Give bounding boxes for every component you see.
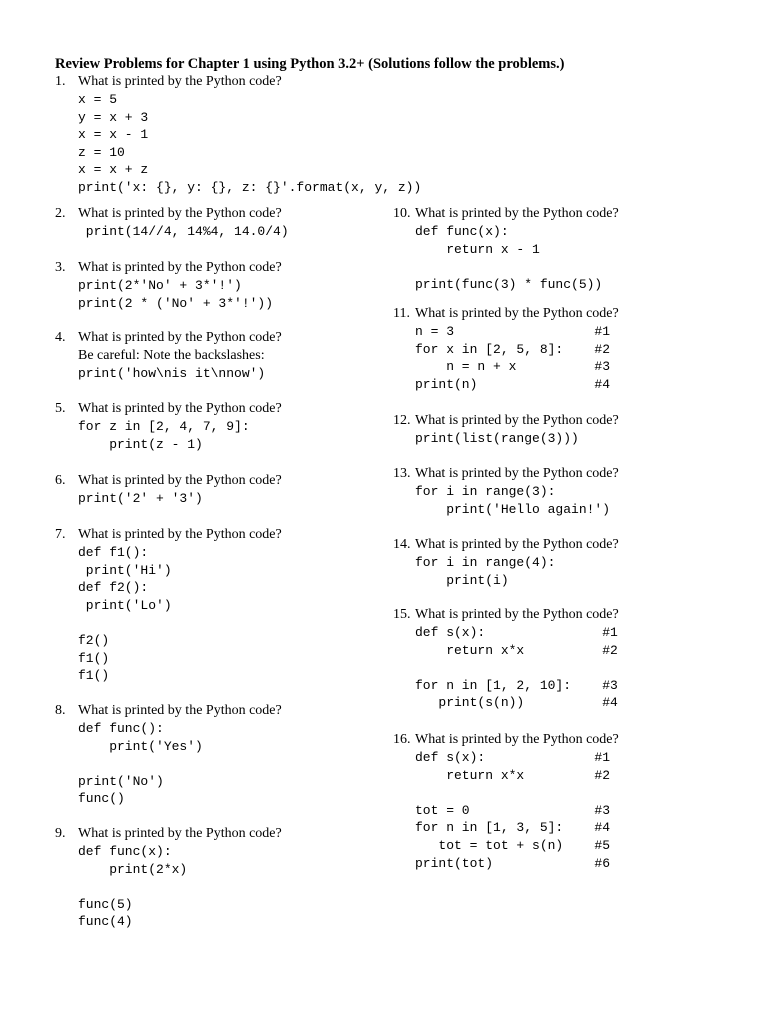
problem-note: Be careful: Note the backslashes: <box>78 348 265 363</box>
problem-13 <box>393 465 619 518</box>
problem-question: What is printed by the Python code? <box>415 306 619 321</box>
problem-code: n = 3 #1 for x in [2, 5, 8]: #2 n = n + x #3 print(n) #4 <box>415 324 611 392</box>
problem-number: 12. <box>393 413 411 428</box>
problem-code: for z in [2, 4, 7, 9]: print(z - 1) <box>78 419 250 452</box>
problem-5 <box>55 400 282 453</box>
problem-code: def func(x): return x - 1 print(func(3) * func(5)) <box>415 224 603 292</box>
problem-number: 3. <box>55 260 66 275</box>
problem-15 <box>393 606 618 712</box>
problem-11 <box>393 305 619 393</box>
problem-1 <box>55 73 421 197</box>
problem-number: 13. <box>393 466 411 481</box>
problem-code: for i in range(3): print('Hello again!') <box>415 484 611 517</box>
problem-code: def func(x): print(2*x) func(5) func(4) <box>78 844 188 930</box>
problem-number: 10. <box>393 206 411 221</box>
problem-code: def f1(): print('Hi') def f2(): print('Lo') f2() f1() f1() <box>78 545 172 684</box>
problem-8 <box>55 702 282 808</box>
problem-number: 1. <box>55 74 66 89</box>
problem-number: 4. <box>55 330 66 345</box>
problem-question: What is printed by the Python code? <box>415 537 619 552</box>
problem-number: 2. <box>55 206 66 221</box>
problem-number: 14. <box>393 537 411 552</box>
problem-question: What is printed by the Python code? <box>78 401 282 416</box>
problem-number: 6. <box>55 473 66 488</box>
problem-code: print(2*'No' + 3*'!') print(2 * ('No' + 3*'!')) <box>78 278 274 311</box>
problem-number: 7. <box>55 527 66 542</box>
problem-code: print('how\nis it\nnow') <box>78 365 266 381</box>
problem-question: What is printed by the Python code? <box>78 330 282 345</box>
problem-number: 8. <box>55 703 66 718</box>
problem-code: def func(): print('Yes') print('No') func() <box>78 721 203 807</box>
document-title: Review Problems for Chapter 1 using Python 3.2+ (Solutions follow the problems.) <box>55 56 565 72</box>
problem-code: print(14//4, 14%4, 14.0/4) <box>78 224 289 239</box>
problem-question: What is printed by the Python code? <box>415 732 619 747</box>
problem-question: What is printed by the Python code? <box>415 466 619 481</box>
problem-code: x = 5 y = x + 3 x = x - 1 z = 10 x = x + z print('x: {}, y: {}, z: {}'.format(x, y, z)) <box>78 92 422 195</box>
problem-number: 9. <box>55 826 66 841</box>
problem-code: def s(x): #1 return x*x #2 for n in [1, 2, 10]: #3 print(s(n)) #4 <box>415 625 618 711</box>
problem-number: 5. <box>55 401 66 416</box>
problem-question: What is printed by the Python code? <box>78 527 282 542</box>
problem-question: What is printed by the Python code? <box>78 206 282 221</box>
problem-9 <box>55 825 282 931</box>
problem-12 <box>393 412 619 448</box>
problem-number: 15. <box>393 607 411 622</box>
problem-number: 16. <box>393 732 411 747</box>
problem-4 <box>55 329 282 382</box>
problem-code: print('2' + '3') <box>78 491 203 506</box>
problem-question: What is printed by the Python code? <box>78 74 282 89</box>
problem-10 <box>393 205 619 293</box>
problem-number: 11. <box>393 306 410 321</box>
problem-6 <box>55 472 282 508</box>
problem-14 <box>393 536 619 589</box>
problem-question: What is printed by the Python code? <box>415 607 619 622</box>
problem-16 <box>393 731 619 872</box>
problem-7 <box>55 526 282 685</box>
problem-question: What is printed by the Python code? <box>78 826 282 841</box>
problem-question: What is printed by the Python code? <box>78 703 282 718</box>
problem-code: for i in range(4): print(i) <box>415 555 556 588</box>
problem-question: What is printed by the Python code? <box>415 206 619 221</box>
problem-question: What is printed by the Python code? <box>78 473 282 488</box>
problem-question: What is printed by the Python code? <box>78 260 282 275</box>
problem-question: What is printed by the Python code? <box>415 413 619 428</box>
problem-3 <box>55 259 282 312</box>
problem-code: print(list(range(3))) <box>415 431 579 446</box>
problem-2 <box>55 205 289 241</box>
problem-code: def s(x): #1 return x*x #2 tot = 0 #3 for n in [1, 3, 5]: #4 tot = tot + s(n) #5 print(tot) #6 <box>415 750 611 871</box>
